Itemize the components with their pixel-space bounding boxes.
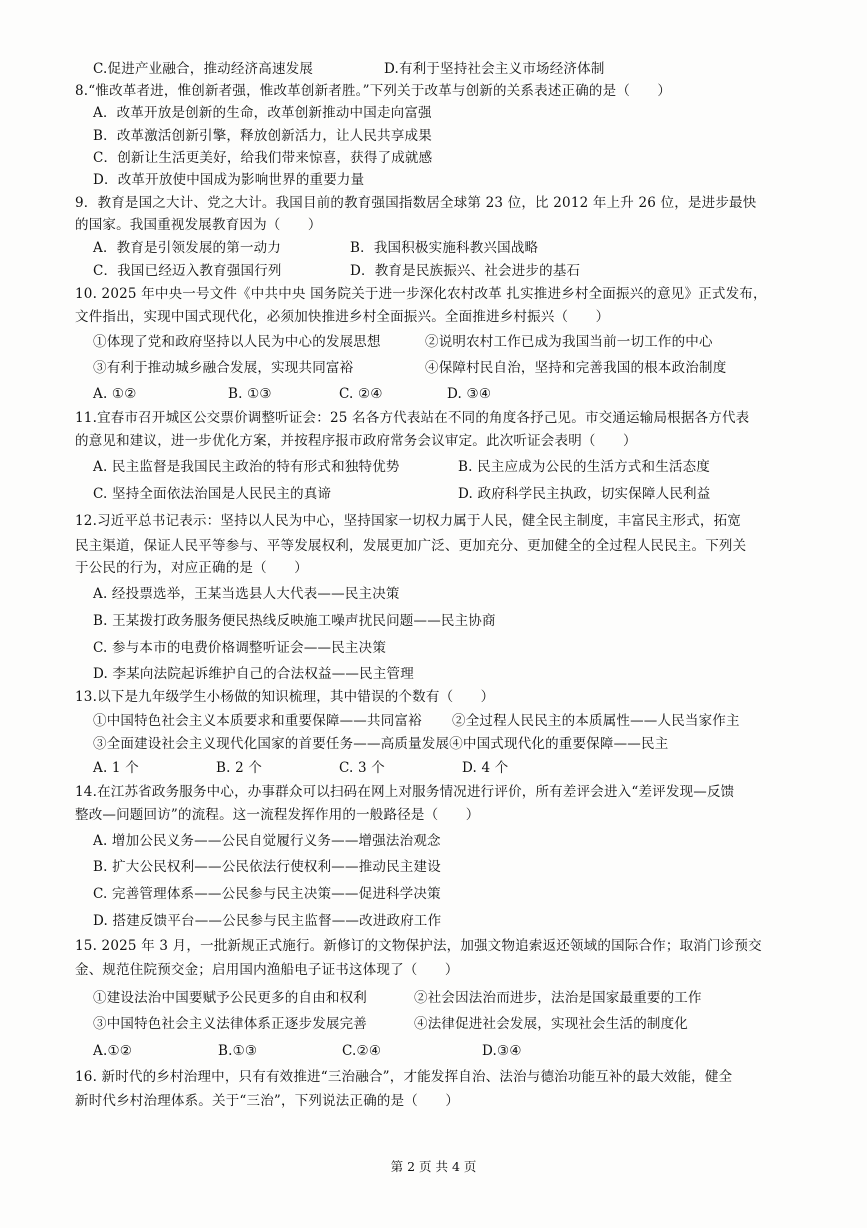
q13-statement-3-4: ③全面建设社会主义现代化国家的首要任务——高质量发展④中国式现代化的重要保障——民主 — [93, 736, 669, 752]
q10-stem-line1: 10. 2025 年中央一号文件《中共中央 国务院关于进一步深化农村改革 扎实推进乡村全面振兴的意见》正式发布， — [75, 286, 767, 302]
q8-stem: 8.“惟改革者进，惟创新者强，惟改革创新者胜。”下列关于改革与创新的关系表述正确的是（ ） — [75, 83, 672, 99]
q8-option-d: D．改革开放使中国成为影响世界的重要力量 — [93, 172, 365, 188]
q13-statement-1: ①中国特色社会主义本质要求和重要保障——共同富裕 — [93, 713, 422, 729]
q13-option-c: C. 3 个 — [339, 760, 386, 776]
q12-stem-line2: 民主渠道，保证人民平等参与、平等发展权利，发展更加广泛、更加充分、更加健全的全过程人民民主。下列关 — [75, 538, 747, 554]
q15-statement-3: ③中国特色社会主义法律体系正逐步发展完善 — [93, 1016, 367, 1032]
q9-option-c: C．我国已经迈入教育强国行列 — [93, 263, 282, 279]
q11-stem-line2: 的意见和建议，进一步优化方案，并按程序报市政府常务会议审定。此次听证会表明（ ） — [75, 433, 637, 449]
q12-stem-line3: 于公民的行为，对应正确的是（ ） — [75, 560, 308, 576]
q10-option-c: C. ②④ — [339, 386, 383, 402]
q13-stem: 13.以下是九年级学生小杨做的知识梳理，其中错误的个数有（ ） — [75, 689, 495, 705]
q11-stem-line1: 11.宜春市召开城区公交票价调整听证会：25 名各方代表站在不同的角度各抒己见。市交通运输局根据各方代表 — [75, 410, 750, 426]
q15-option-b: B.①③ — [218, 1043, 258, 1059]
q12-option-c: C. 参与本市的电费价格调整听证会——民主决策 — [93, 640, 387, 656]
q10-statement-2: ②说明农村工作已成为我国当前一切工作的中心 — [425, 334, 713, 350]
q14-option-a: A. 增加公民义务——公民自觉履行义务——增强法治观念 — [93, 833, 441, 849]
q14-option-b: B. 扩大公民权利——公民依法行使权利——推动民主建设 — [93, 859, 441, 875]
q8-option-c: C．创新让生活更美好，给我们带来惊喜，获得了成就感 — [93, 150, 433, 166]
q15-option-d: D.③④ — [482, 1043, 522, 1059]
q15-statement-1: ①建设法治中国要赋予公民更多的自由和权利 — [93, 990, 367, 1006]
q12-option-b: B. 王某拨打政务服务便民热线反映施工噪声扰民问题——民主协商 — [93, 613, 496, 629]
q16-stem-line2: 新时代乡村治理体系。关于“三治”，下列说法正确的是（ ） — [75, 1093, 460, 1109]
q12-option-a: A. 经投票选举，王某当选县人大代表——民主决策 — [93, 586, 400, 602]
q10-option-b: B. ①③ — [228, 386, 272, 402]
q11-option-d: D. 政府科学民主执政，切实保障人民利益 — [458, 486, 711, 502]
q14-stem-line2: 整改—问题回访”的流程。这一流程发挥作用的一般路径是（ ） — [75, 807, 480, 823]
q11-option-b: B. 民主应成为公民的生活方式和生活态度 — [458, 459, 711, 475]
q9-option-b: B．我国积极实施科教兴国战略 — [350, 240, 539, 256]
q13-option-b: B. 2 个 — [216, 760, 263, 776]
q7-option-d: D.有利于坚持社会主义市场经济体制 — [384, 61, 605, 77]
q13-statement-2: ②全过程人民民主的本质属性——人民当家作主 — [452, 713, 740, 729]
q14-stem-line1: 14.在江苏省政务服务中心，办事群众可以扫码在网上对服务情况进行评价，所有差评会进入“差评发现—反馈 — [75, 784, 735, 800]
q10-statement-4: ④保障村民自治，坚持和完善我国的根本政治制度 — [425, 360, 727, 376]
q15-option-c: C.②④ — [342, 1043, 382, 1059]
q15-stem-line2: 金、规范住院预交金；启用国内渔船电子证书这体现了（ ） — [75, 962, 459, 978]
q10-option-d: D. ③④ — [447, 386, 492, 402]
q13-option-a: A. 1 个 — [93, 760, 139, 776]
q15-statement-4: ④法律促进社会发展，实现社会生活的制度化 — [414, 1016, 688, 1032]
q11-option-a: A. 民主监督是我国民主政治的特有形式和独特优势 — [93, 459, 400, 475]
q11-option-c: C. 坚持全面依法治国是人民民主的真谛 — [93, 486, 332, 502]
q10-statement-1: ①体现了党和政府坚持以人民为中心的发展思想 — [93, 334, 381, 350]
q15-option-a: A.①② — [93, 1043, 133, 1059]
q9-stem-line2: 的国家。我国重视发展教育因为（ ） — [75, 217, 322, 233]
q9-option-a: A．教育是引领发展的第一动力 — [93, 240, 282, 256]
q10-option-a: A. ①② — [93, 386, 137, 402]
q9-stem-line1: 9．教育是国之大计、党之大计。我国目前的教育强国指数居全球第 23 位，比 2012 年上升 26 位，是进步最快 — [75, 195, 757, 211]
q7-option-c: C.促进产业融合，推动经济高速发展 — [93, 61, 314, 77]
q13-option-d: D. 4 个 — [462, 760, 509, 776]
q14-option-c: C. 完善管理体系——公民参与民主决策——促进科学决策 — [93, 886, 441, 902]
q10-stem-line2: 文件指出，实现中国式现代化，必须加快推进乡村全面振兴。全面推进乡村振兴（ ） — [75, 309, 610, 325]
page-number-footer: 第 2 页 共 4 页 — [390, 1159, 477, 1174]
q8-option-b: B．改革激活创新引擎，释放创新活力，让人民共享成果 — [93, 128, 432, 144]
q8-option-a: A．改革开放是创新的生命，改革创新推动中国走向富强 — [93, 105, 432, 121]
q9-option-d: D．教育是民族振兴、社会进步的基石 — [350, 263, 581, 279]
q10-statement-3: ③有利于推动城乡融合发展，实现共同富裕 — [93, 360, 354, 376]
q16-stem-line1: 16. 新时代的乡村治理中，只有有效推进“三治融合”，才能发挥自治、法治与德治功能互补的最大效能，健全 — [75, 1069, 733, 1085]
q14-option-d: D. 搭建反馈平台——公民参与民主监督——改进政府工作 — [93, 913, 442, 929]
q15-stem-line1: 15. 2025 年 3 月，一批新规正式施行。新修订的文物保护法，加强文物追索返还领域的国际合作；取消门诊预交 — [75, 938, 762, 954]
q12-option-d: D. 李某向法院起诉维护自己的合法权益——民主管理 — [93, 666, 414, 682]
q12-stem-line1: 12.习近平总书记表示：坚持以人民为中心，坚持国家一切权力属于人民，健全民主制度，丰富民主形式，拓宽 — [75, 513, 741, 529]
q15-statement-2: ②社会因法治而进步，法治是国家最重要的工作 — [414, 990, 702, 1006]
